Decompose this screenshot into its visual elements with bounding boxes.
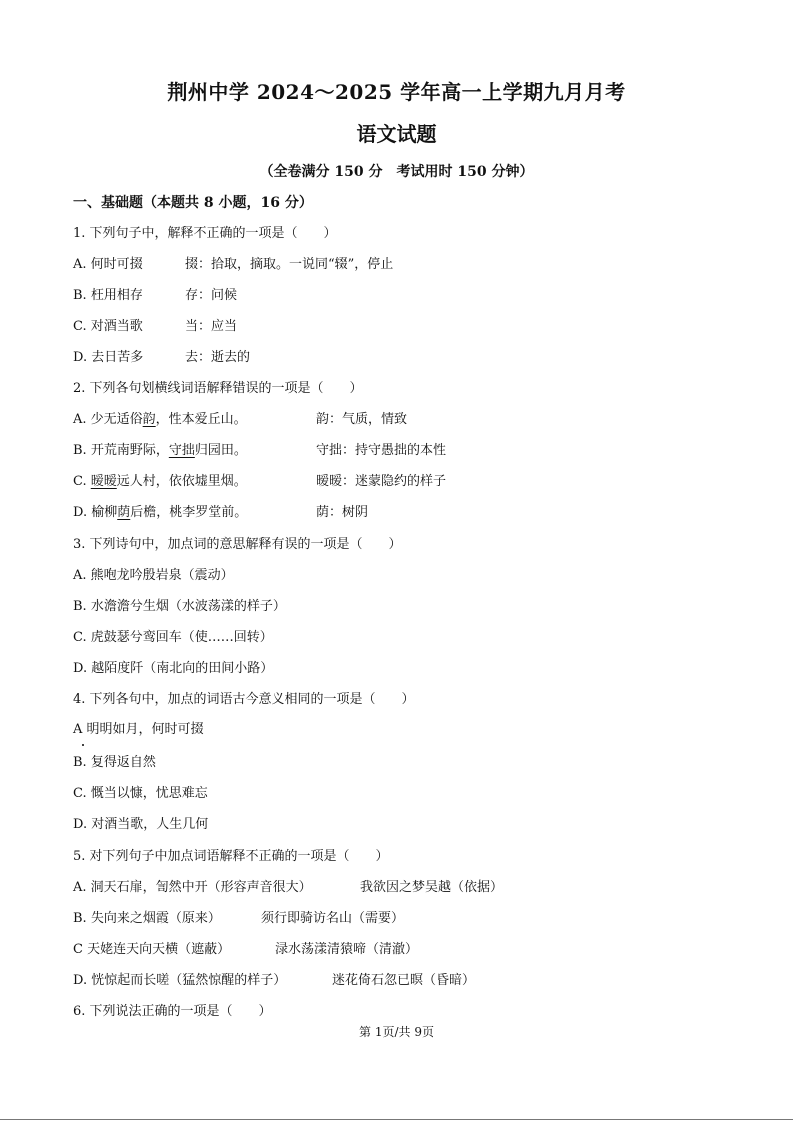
q4-option-a: A 明明如月，何时可掇 [73,722,204,737]
q5-stem: 5. 对下列句子中加点词语解释不正确的一项是（ ） [73,849,389,864]
page-number: 第 1页/共 9页 [359,1025,434,1039]
q5-a-first: A. 洞天石扉，訇然中开（形容声音很大） [73,880,312,895]
q5-d-first: D. 恍惊起而长嗟（猛然惊醒的样子） [73,973,287,988]
q1-b-phrase: B. 枉用相存 [73,288,143,303]
q2-option-c [73,472,446,492]
q1-c-explanation: 当：应当 [185,319,238,334]
q5-c-first: C 天姥连天向天横（遮蔽） [73,942,231,957]
q2-b-text-end: 归园田。 [194,443,247,458]
q3-option-d: D. 越陌度阡（南北向的田间小路） [73,661,274,676]
q1-b-explanation: 存：问候 [185,288,238,303]
q4-option-d: D. 对酒当歌，人生几何 [73,817,209,832]
q2-d-text-end: 后檐，桃李罗堂前。 [130,505,248,520]
q4-option-b: B. 复得返自然 [73,755,156,770]
q5-c-second: 渌水荡漾清猿啼（清澈） [275,942,419,957]
q2-b-text: B. 开荒南野际， [73,443,169,458]
q1-stem: 1. 下列句子中，解释不正确的一项是（ ） [73,226,337,241]
q2-a-explanation: 韵：气质，情致 [316,412,408,427]
q1-d-explanation: 去：逝去的 [185,350,251,365]
q2-b-sentence [73,441,316,461]
q1-option-b [73,286,237,306]
q1-a-phrase: A. 何时可掇 [73,257,143,272]
q2-option-b [73,441,446,461]
exam-note: （全卷满分 150 分 考试用时 150 分钟） [259,164,534,180]
q2-d-sentence [73,503,316,523]
q5-option-b [73,909,404,929]
q5-option-c [73,940,418,960]
q2-a-text: A. 少无适俗 [73,412,143,427]
q2-d-text: D. 榆柳 [73,505,118,520]
section-heading: 一、基础题（本题共 8 小题，16 分） [73,195,313,211]
q2-a-underlined: 韵 [142,412,156,427]
q2-d-underlined: 荫 [117,505,131,520]
q1-c-phrase: C. 对酒当歌 [73,319,143,334]
exam-subject: 语文试题 [356,122,437,146]
exam-title: 荆州中学 2024～2025 学年高一上学期九月月考 [167,80,626,104]
q1-option-a [73,255,393,275]
q1-a-explanation: 掇：拾取，摘取。一说同“辍”，停止 [185,257,394,272]
q2-c-underlined: 暧暧 [90,474,117,489]
q3-stem: 3. 下列诗句中，加点词的意思解释有误的一项是（ ） [73,537,402,552]
q1-d-phrase: D. 去日苦多 [73,350,144,365]
q6-stem: 6. 下列说法正确的一项是（ ） [73,1004,272,1019]
q1-option-d [73,348,250,368]
q2-option-d [73,503,368,523]
page-bottom-divider [0,1119,793,1120]
q5-b-second: 须行即骑访名山（需要） [261,911,405,926]
q5-d-second: 迷花倚石忽已暝（昏暗） [332,973,476,988]
q5-a-second: 我欲因之梦吴越（依据） [360,880,504,895]
q2-c-explanation: 暧暧：迷蒙隐约的样子 [316,474,447,489]
q2-c-sentence [73,472,316,492]
q2-b-underlined: 守拙 [168,443,195,458]
q3-option-b: B. 水澹澹兮生烟（水波荡漾的样子） [73,599,286,614]
q4-option-c: C. 慨当以慷，忧思难忘 [73,786,208,801]
q2-c-text: C. [73,474,91,489]
q2-a-sentence [73,410,316,430]
q2-d-explanation: 荫：树阴 [316,505,369,520]
q5-b-first: B. 失向来之烟霞（原来） [73,911,221,926]
q2-a-text-end: ，性本爱丘山。 [155,412,247,427]
q2-option-a [73,410,407,430]
q3-option-a: A. 熊咆龙吟殷岩泉（震动） [73,568,234,583]
q5-option-a [73,878,503,898]
q2-stem: 2. 下列各句划横线词语解释错误的一项是（ ） [73,381,363,396]
q2-b-explanation: 守拙：持守愚拙的本性 [316,443,447,458]
q5-option-d [73,971,475,991]
q1-option-c [73,317,237,337]
q4-option-a-dot [82,744,84,746]
q2-c-text-end: 远人村，依依墟里烟。 [116,474,247,489]
q4-stem: 4. 下列各句中，加点的词语古今意义相同的一项是（ ） [73,692,415,707]
q3-option-c: C. 虎鼓瑟兮鸾回车（使……回转） [73,630,273,645]
